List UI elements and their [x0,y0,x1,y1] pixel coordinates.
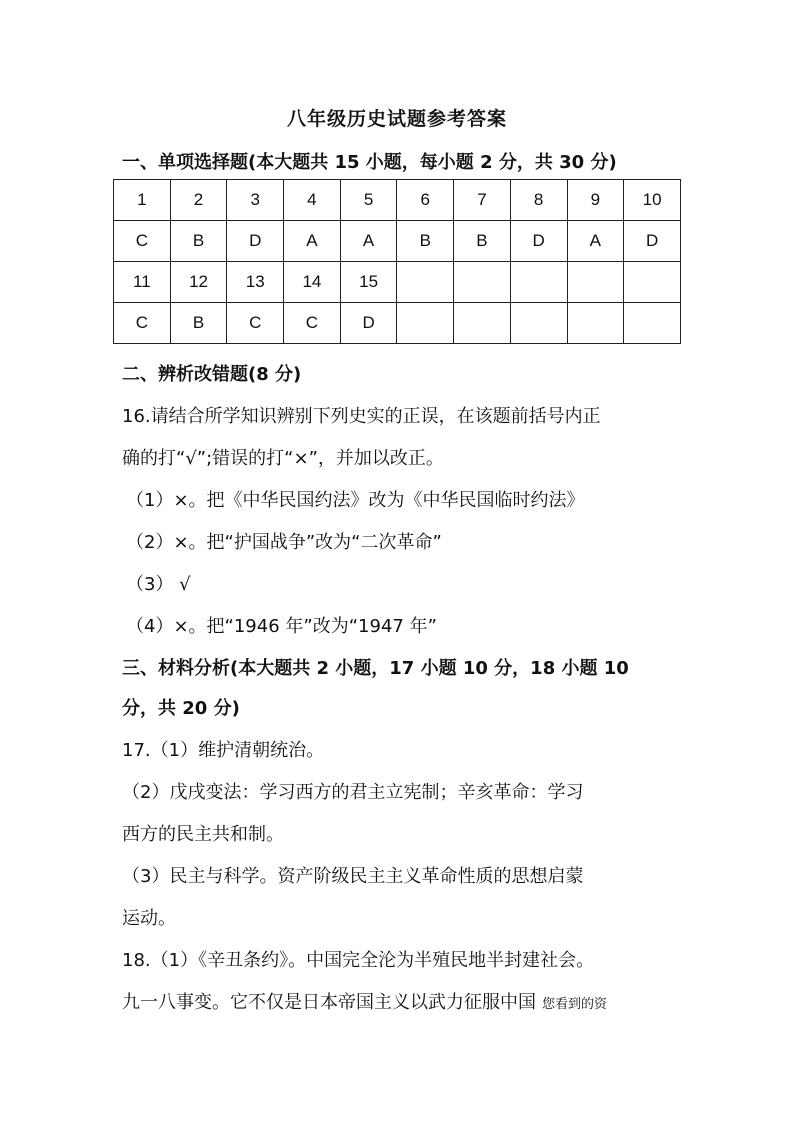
table-cell [454,303,511,344]
table-row-question-numbers [114,180,681,221]
table-row-answers [114,303,681,344]
section3-heading: 三、材料分析(本大题共 2 小题，17 小题 10 分，18 小题 10 [122,658,629,679]
table-row-question-numbers [114,262,681,303]
answer-16-4: （4）×。把“1946 年”改为“1947 年” [126,616,437,637]
answer-16-2: （2）×。把“护国战争”改为“二次革命” [126,532,442,553]
table-cell: 2 [170,180,227,221]
table-cell [567,303,624,344]
table-cell: B [397,221,454,262]
table-cell: 8 [510,180,567,221]
table-cell: 3 [227,180,284,221]
table-cell [397,262,454,303]
table-cell: 11 [114,262,171,303]
table-cell: A [567,221,624,262]
table-cell [510,262,567,303]
question-16-text-cont: 确的打“√”;错误的打“×”，并加以改正。 [122,448,444,469]
table-cell: 6 [397,180,454,221]
table-row-answers [114,221,681,262]
answer-18-2-text: 九一八事变。它不仅是日本帝国主义以武力征服中国 [122,992,536,1013]
answer-17-3-cont: 运动。 [122,908,176,929]
table-cell: 7 [454,180,511,221]
table-cell: D [624,221,681,262]
table-cell: D [510,221,567,262]
answer-16-3: （3） √ [126,574,191,595]
table-cell: 9 [567,180,624,221]
table-cell: 13 [227,262,284,303]
table-cell: 14 [284,262,341,303]
table-cell [624,303,681,344]
answer-17-1: 17.（1）维护清朝统治。 [122,740,325,761]
table-cell [397,303,454,344]
table-cell: 1 [114,180,171,221]
section2-heading: 二、辨析改错题(8 分) [122,364,302,385]
page-title: 八年级历史试题参考答案 [286,108,507,130]
question-16-text: 16.请结合所学知识辨别下列史实的正误，在该题前括号内正 [122,406,601,427]
table-cell: B [454,221,511,262]
table-cell [567,262,624,303]
answer-16-1: （1）×。把《中华民国约法》改为《中华民国临时约法》 [126,490,585,511]
table-cell: C [284,303,341,344]
table-cell: A [284,221,341,262]
table-cell [454,262,511,303]
table-cell: 15 [340,262,397,303]
table-cell: 4 [284,180,341,221]
table-cell: D [227,221,284,262]
table-cell: 12 [170,262,227,303]
table-cell: B [170,303,227,344]
table-cell: 5 [340,180,397,221]
section3-heading-cont: 分，共 20 分) [122,698,240,719]
answer-17-2: （2）戊戌变法：学习西方的君主立宪制；辛亥革命：学习 [122,782,584,803]
table-cell: C [227,303,284,344]
answer-17-2-cont: 西方的民主共和制。 [122,824,284,845]
table-cell: B [170,221,227,262]
table-cell: C [114,221,171,262]
answer-18-1: 18.（1）《辛丑条约》。中国完全沦为半殖民地半封建社会。 [122,950,595,971]
truncated-note: 您看到的资 [542,997,608,1012]
answer-17-3: （3）民主与科学。资产阶级民主主义革命性质的思想启蒙 [122,866,584,887]
table-cell: C [114,303,171,344]
table-cell: A [340,221,397,262]
table-cell: 10 [624,180,681,221]
table-cell [510,303,567,344]
answer-18-2 [122,988,607,1014]
table-cell: D [340,303,397,344]
section1-heading: 一、单项选择题(本大题共 15 小题，每小题 2 分，共 30 分) [122,152,617,173]
answer-table [113,179,681,344]
table-cell [624,262,681,303]
